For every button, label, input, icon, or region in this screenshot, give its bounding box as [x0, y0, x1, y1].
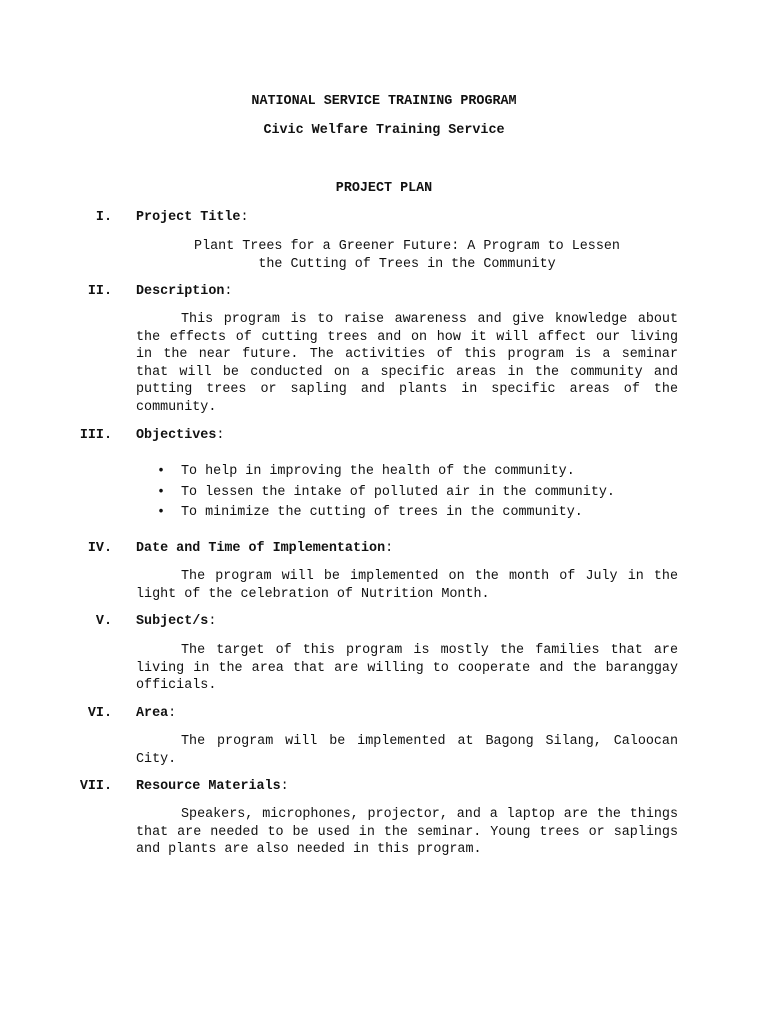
- section-label: Resource Materials:: [136, 779, 289, 794]
- list-item: [136, 462, 678, 483]
- section-label: Subject/s:: [136, 614, 217, 629]
- section-number: I.: [95, 210, 112, 225]
- section-label: Area:: [136, 706, 177, 721]
- section-label: Description:: [136, 284, 233, 299]
- project-title-line-1: Plant Trees for a Greener Future: A Program to Lessen: [194, 239, 620, 254]
- bullet-icon: •: [157, 505, 166, 520]
- objective-text: To lessen the intake of polluted air in the community.: [181, 484, 615, 500]
- section-number: II.: [87, 284, 112, 299]
- section-area-heading: [0, 706, 768, 724]
- section-number: IV.: [87, 541, 112, 556]
- section-label: Objectives:: [136, 428, 225, 443]
- section-objectives-heading: [0, 428, 768, 446]
- bullet-icon: •: [157, 464, 166, 479]
- objective-text: To help in improving the health of the community.: [181, 464, 575, 479]
- area-paragraph: The program will be implemented at Bagong Silang, Caloocan City.: [136, 734, 678, 767]
- section-number: VI.: [87, 706, 112, 721]
- section-number: V.: [95, 614, 112, 629]
- section-subjects-heading: [0, 614, 768, 632]
- implementation-paragraph: The program will be implemented on the month of July in the light of the celebration of Nutrition Month.: [136, 569, 678, 602]
- program-heading: NATIONAL SERVICE TRAINING PROGRAM: [251, 94, 517, 109]
- section-label: Project Title:: [136, 210, 249, 225]
- resources-paragraph: Speakers, microphones, projector, and a laptop are the things that are needed to be used in the seminar. Young trees or saplings and plants are also needed in this program.: [136, 807, 678, 858]
- document-title: PROJECT PLAN: [335, 181, 433, 196]
- section-number: VII.: [79, 779, 112, 794]
- subjects-paragraph: The target of this program is mostly the families that are living in the area that are willing to cooperate and the baranggay officials.: [136, 643, 678, 694]
- section-implementation-heading: [0, 541, 768, 559]
- section-project-title-heading: [0, 210, 768, 228]
- section-description-heading: [0, 284, 768, 302]
- list-item: [136, 483, 678, 504]
- description-paragraph: This program is to raise awareness and give knowledge about the effects of cutting trees and on how it will affect our living in the near future. The activities of this program is a seminar that will be conducted on a specific areas in the community and putting trees or sapling and plants in specific areas of the community.: [136, 312, 678, 415]
- objective-text: To minimize the cutting of trees in the community.: [181, 505, 583, 520]
- project-title-line-2: the Cutting of Trees in the Community: [258, 257, 556, 272]
- objectives-list: [136, 462, 678, 524]
- list-item: [136, 503, 678, 524]
- component-heading: Civic Welfare Training Service: [263, 123, 505, 138]
- section-number: III.: [79, 428, 112, 443]
- section-resources-heading: [0, 779, 768, 797]
- bullet-icon: •: [157, 484, 166, 500]
- section-label: Date and Time of Implementation:: [136, 541, 394, 556]
